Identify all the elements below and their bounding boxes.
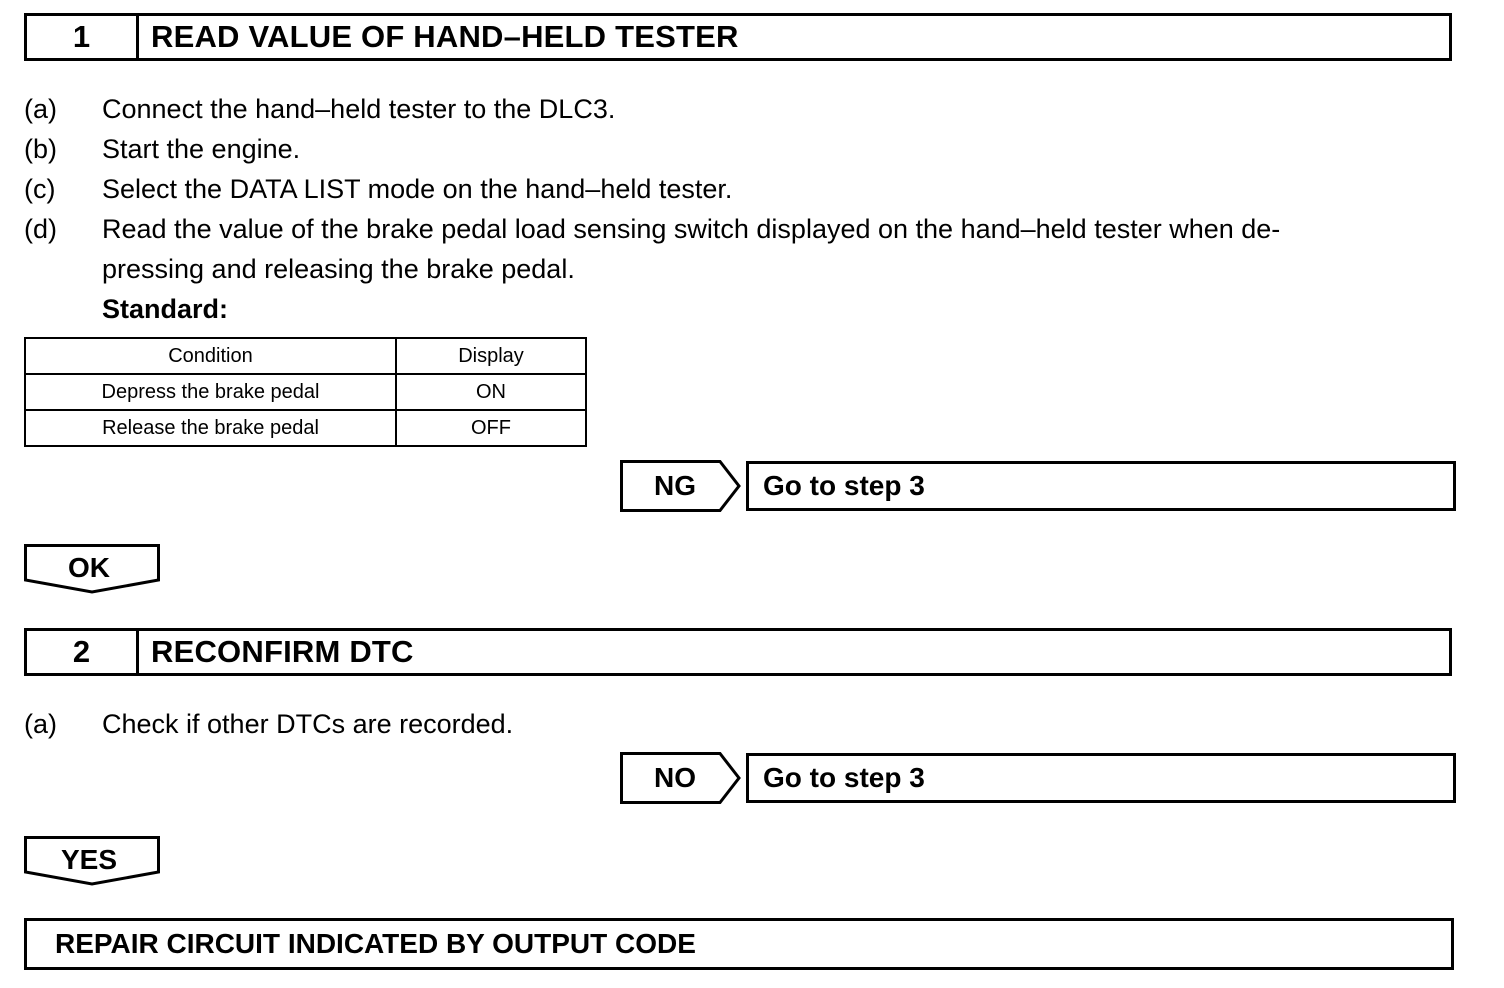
item-text: Read the value of the brake pedal load sensing switch displayed on the hand–held tester when de- bbox=[102, 214, 1281, 244]
instruction-item bbox=[24, 209, 1464, 249]
instruction-item bbox=[24, 89, 1464, 129]
step-title: RECONFIRM DTC bbox=[151, 634, 414, 669]
table-cell: Depress the brake pedal bbox=[25, 374, 396, 410]
step-2-instructions bbox=[24, 704, 1464, 744]
step-1-header bbox=[24, 13, 1452, 61]
final-action-box bbox=[24, 918, 1454, 970]
instruction-item bbox=[24, 129, 1464, 169]
table-cell: OFF bbox=[396, 410, 586, 446]
item-label: (c) bbox=[24, 174, 56, 204]
instruction-item-continuation bbox=[24, 249, 1464, 289]
item-label: (b) bbox=[24, 134, 57, 164]
instruction-item bbox=[24, 169, 1464, 209]
item-text: Start the engine. bbox=[102, 134, 301, 164]
step-2-header bbox=[24, 628, 1452, 676]
item-text: Check if other DTCs are recorded. bbox=[102, 709, 514, 739]
table-cell: Release the brake pedal bbox=[25, 410, 396, 446]
table-header-cell: Condition bbox=[25, 338, 396, 374]
ng-branch-tag bbox=[620, 460, 742, 512]
table-cell: ON bbox=[396, 374, 586, 410]
standard-label: Standard: bbox=[102, 294, 229, 324]
step-number: 2 bbox=[27, 631, 139, 673]
yes-continue-tag bbox=[22, 836, 162, 888]
item-text: Connect the hand–held tester to the DLC3. bbox=[102, 94, 616, 124]
item-label: (a) bbox=[24, 709, 57, 739]
ng-branch-result bbox=[746, 461, 1456, 511]
standard-table bbox=[24, 337, 587, 447]
continue-tag-label: OK bbox=[68, 552, 110, 583]
step-number: 1 bbox=[27, 16, 139, 58]
step-title: READ VALUE OF HAND–HELD TESTER bbox=[151, 19, 739, 54]
item-label: (a) bbox=[24, 94, 57, 124]
table-header-cell: Display bbox=[396, 338, 586, 374]
continue-tag-label: YES bbox=[60, 844, 118, 875]
no-branch-tag bbox=[620, 752, 742, 804]
item-text: pressing and releasing the brake pedal. bbox=[102, 254, 575, 284]
table-row bbox=[25, 410, 586, 446]
branch-tag-label: NG bbox=[654, 470, 696, 501]
instruction-item bbox=[24, 704, 1464, 744]
branch-result-text: Go to step 3 bbox=[763, 762, 925, 793]
step-1-instructions bbox=[24, 89, 1464, 329]
branch-tag-label: NO bbox=[654, 762, 696, 793]
ok-continue-tag bbox=[22, 544, 162, 596]
item-label: (d) bbox=[24, 214, 57, 244]
no-branch-result bbox=[746, 753, 1456, 803]
item-text: Select the DATA LIST mode on the hand–held tester. bbox=[102, 174, 733, 204]
table-header-row bbox=[25, 338, 586, 374]
final-action-text: REPAIR CIRCUIT INDICATED BY OUTPUT CODE bbox=[55, 928, 696, 959]
table-row bbox=[25, 374, 586, 410]
branch-result-text: Go to step 3 bbox=[763, 470, 925, 501]
